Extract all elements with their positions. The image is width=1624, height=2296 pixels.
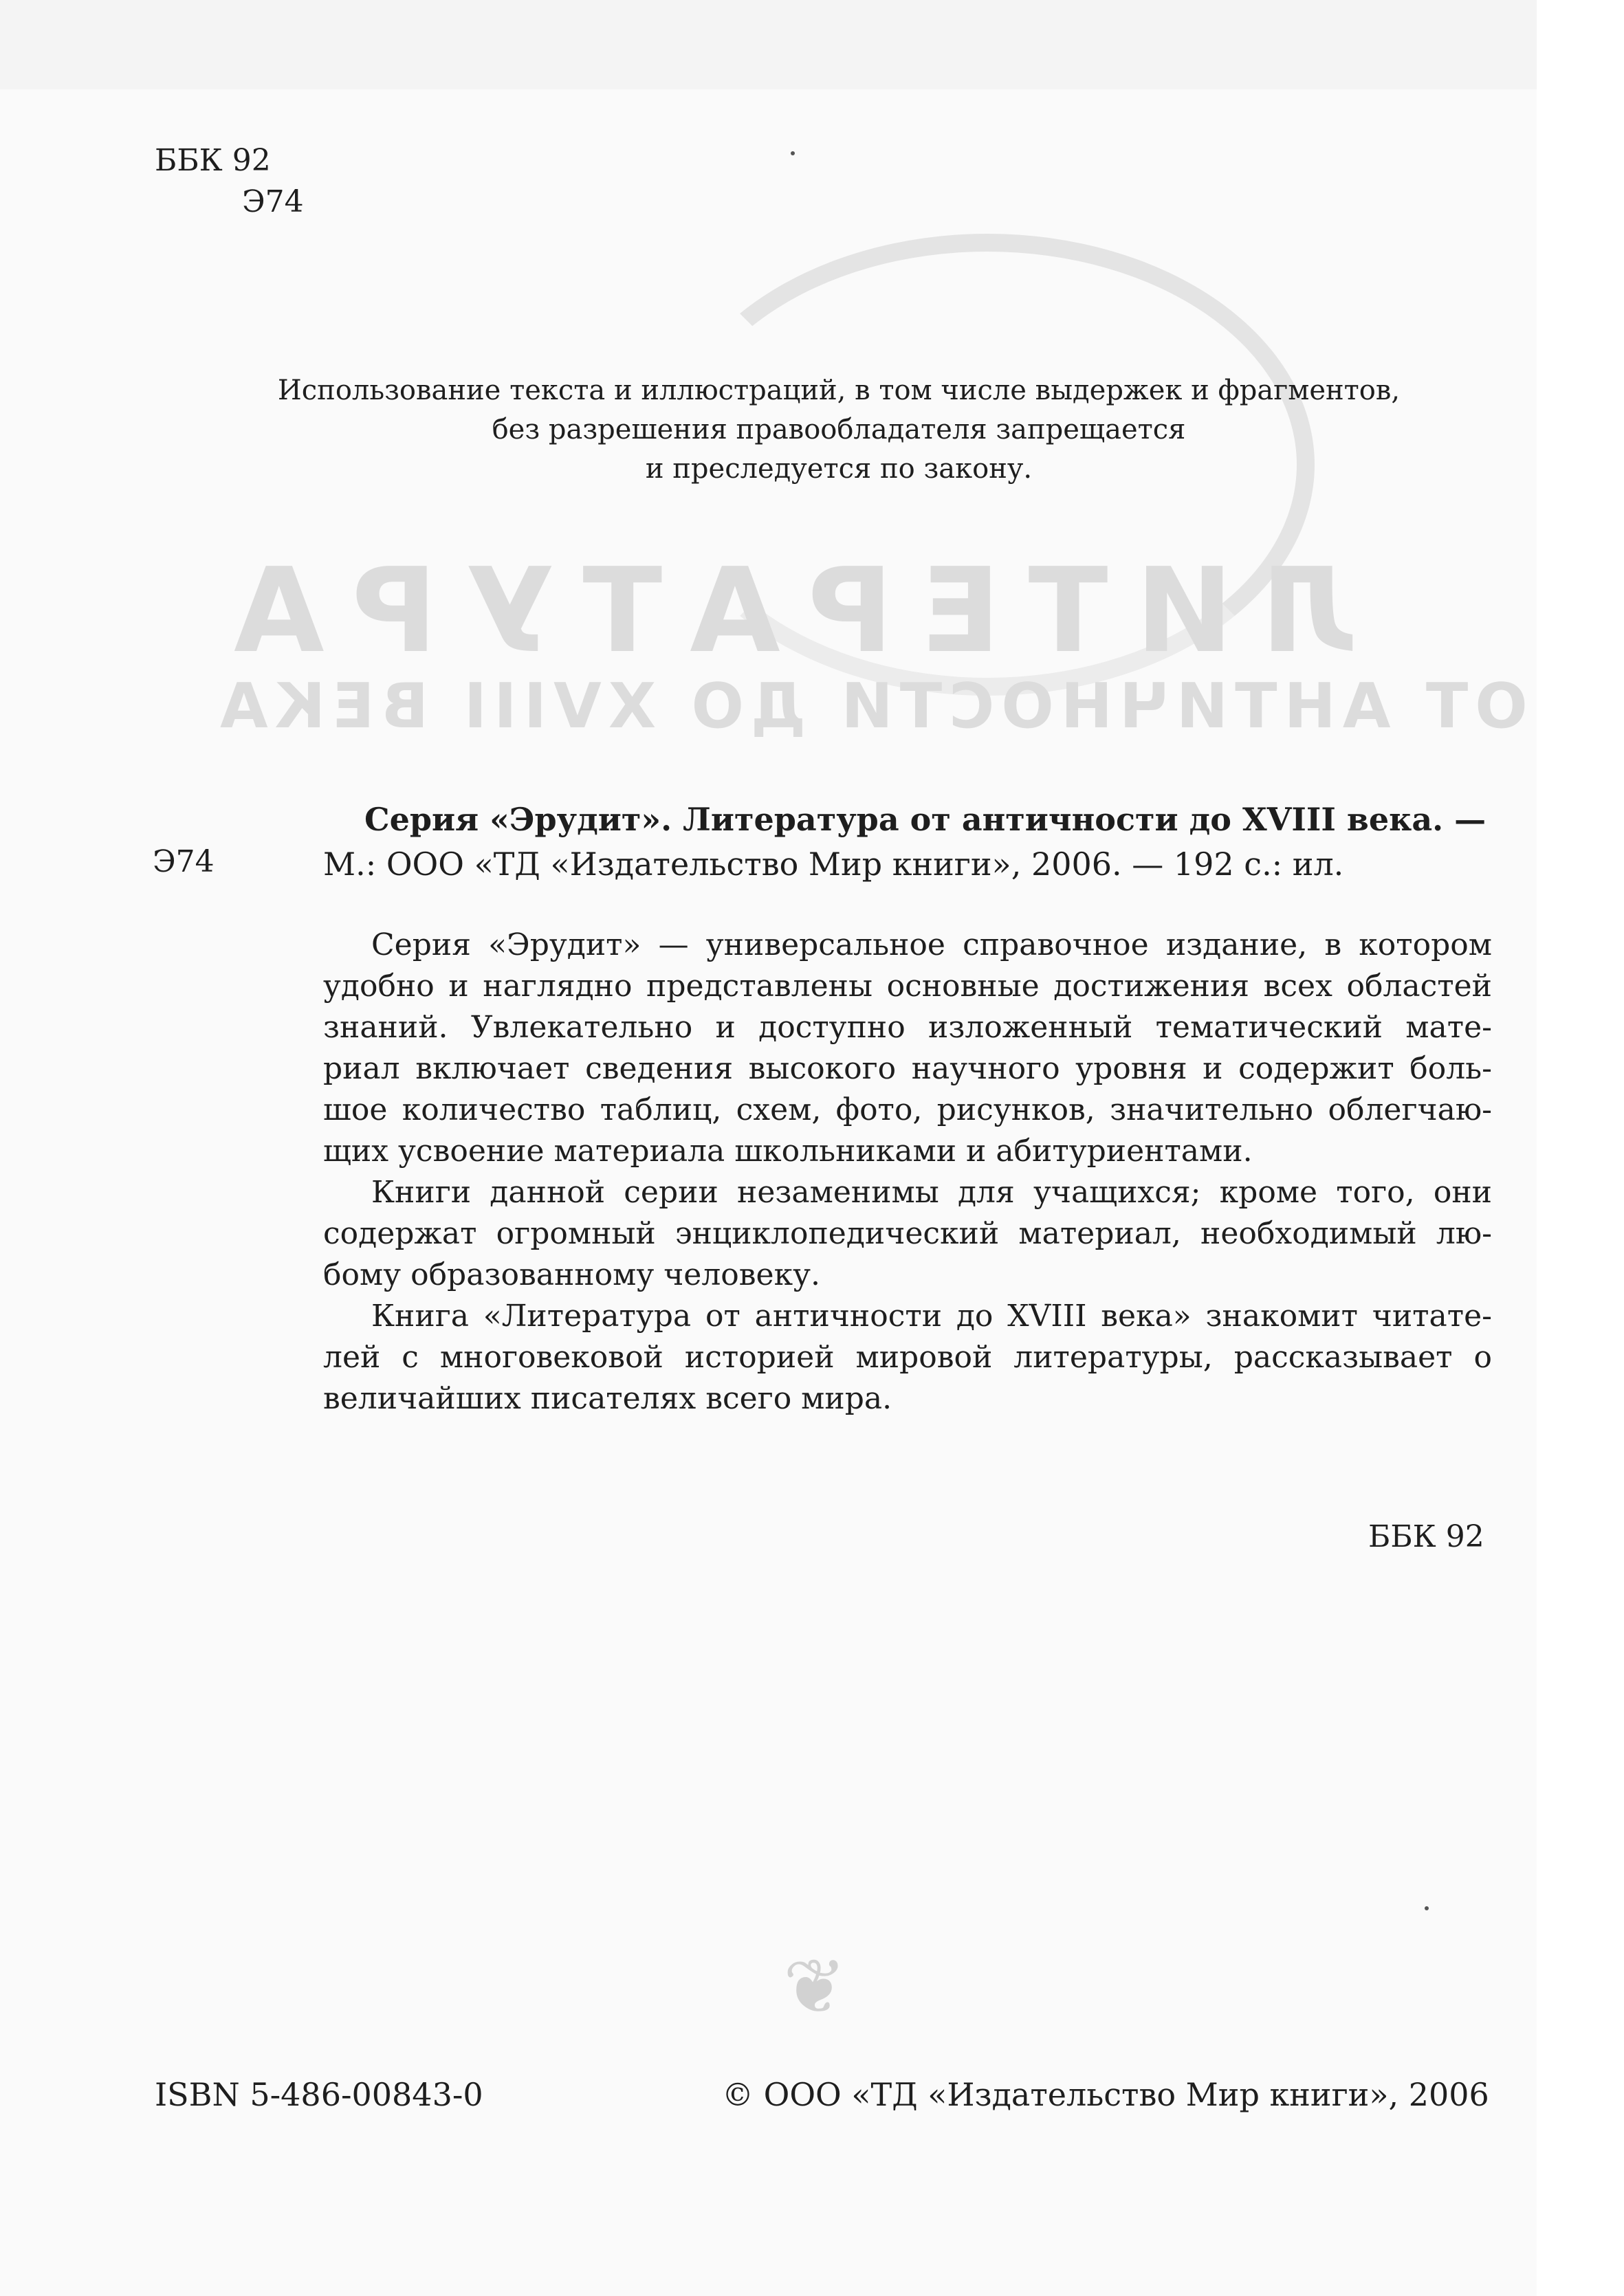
isbn: ISBN 5-486-00843-0 — [155, 2076, 483, 2113]
abstract — [323, 925, 1492, 1420]
abstract-line: Книга «Литература от античности до XVIII века» знакомит читате- — [371, 1299, 1492, 1334]
abstract-line: бому образованному человеку. — [323, 1257, 820, 1292]
copyright-notice — [179, 371, 1499, 488]
abstract-line: Книги данной серии незаменимы для учащихся; кроме того, они — [371, 1175, 1492, 1210]
abstract-line: знаний. Увлекательно и доступно изложенный тематический мате- — [323, 1010, 1492, 1045]
author-code-top: Э74 — [242, 184, 304, 219]
bbk-index-bottom: ББК 92 — [1368, 1519, 1484, 1554]
citation-title: Серия «Эрудит». Литература от античности до XVIII века. — — [364, 801, 1486, 838]
scan-speck — [1425, 1906, 1429, 1910]
abstract-line: Серия «Эрудит» — универсальное справочное издание, в котором — [371, 927, 1492, 962]
bbk-index-top: ББК 92 — [155, 143, 271, 178]
publisher-copyright: © ООО «ТД «Издательство Мир книги», 2006 — [722, 2076, 1489, 2113]
copyright-notice-line: без разрешения правообладателя запрещается — [492, 413, 1186, 445]
copyright-notice-line: и преследуется по закону. — [645, 452, 1033, 485]
citation-author-code: Э74 — [153, 844, 215, 879]
watermark-subtitle: ОТ АНТИЧНОСТИ ДО XVIII ВЕКА — [213, 670, 1528, 742]
citation-imprint: М.: ООО «ТД «Издательство Мир книги», 2006. — 192 с.: ил. — [323, 846, 1344, 883]
scan-margin — [1537, 0, 1624, 2296]
copyright-notice-line: Использование текста и иллюстраций, в том числе выдержек и фрагментов, — [277, 375, 1401, 406]
abstract-line: величайших писателях всего мира. — [323, 1381, 892, 1416]
abstract-line: содержат огромный энциклопедический материал, необходимый лю- — [323, 1216, 1492, 1251]
abstract-line: шое количество таблиц, схем, фото, рисунков, значительно облегчаю- — [323, 1092, 1492, 1127]
watermark-title: ЛИТЕРАТУРА — [206, 543, 1358, 679]
publisher-emblem-icon: ❦ — [782, 1943, 847, 2031]
abstract-line: удобно и наглядно представлены основные достижения всех областей — [323, 969, 1492, 1004]
abstract-line: риал включает сведения высокого научного уровня и содержит боль- — [323, 1051, 1492, 1086]
abstract-line: щих усвоение материала школьниками и абитуриентами. — [323, 1134, 1253, 1169]
abstract-line: лей с многовековой историей мировой литературы, рассказывает о — [323, 1340, 1492, 1375]
scan-speck — [791, 151, 795, 155]
